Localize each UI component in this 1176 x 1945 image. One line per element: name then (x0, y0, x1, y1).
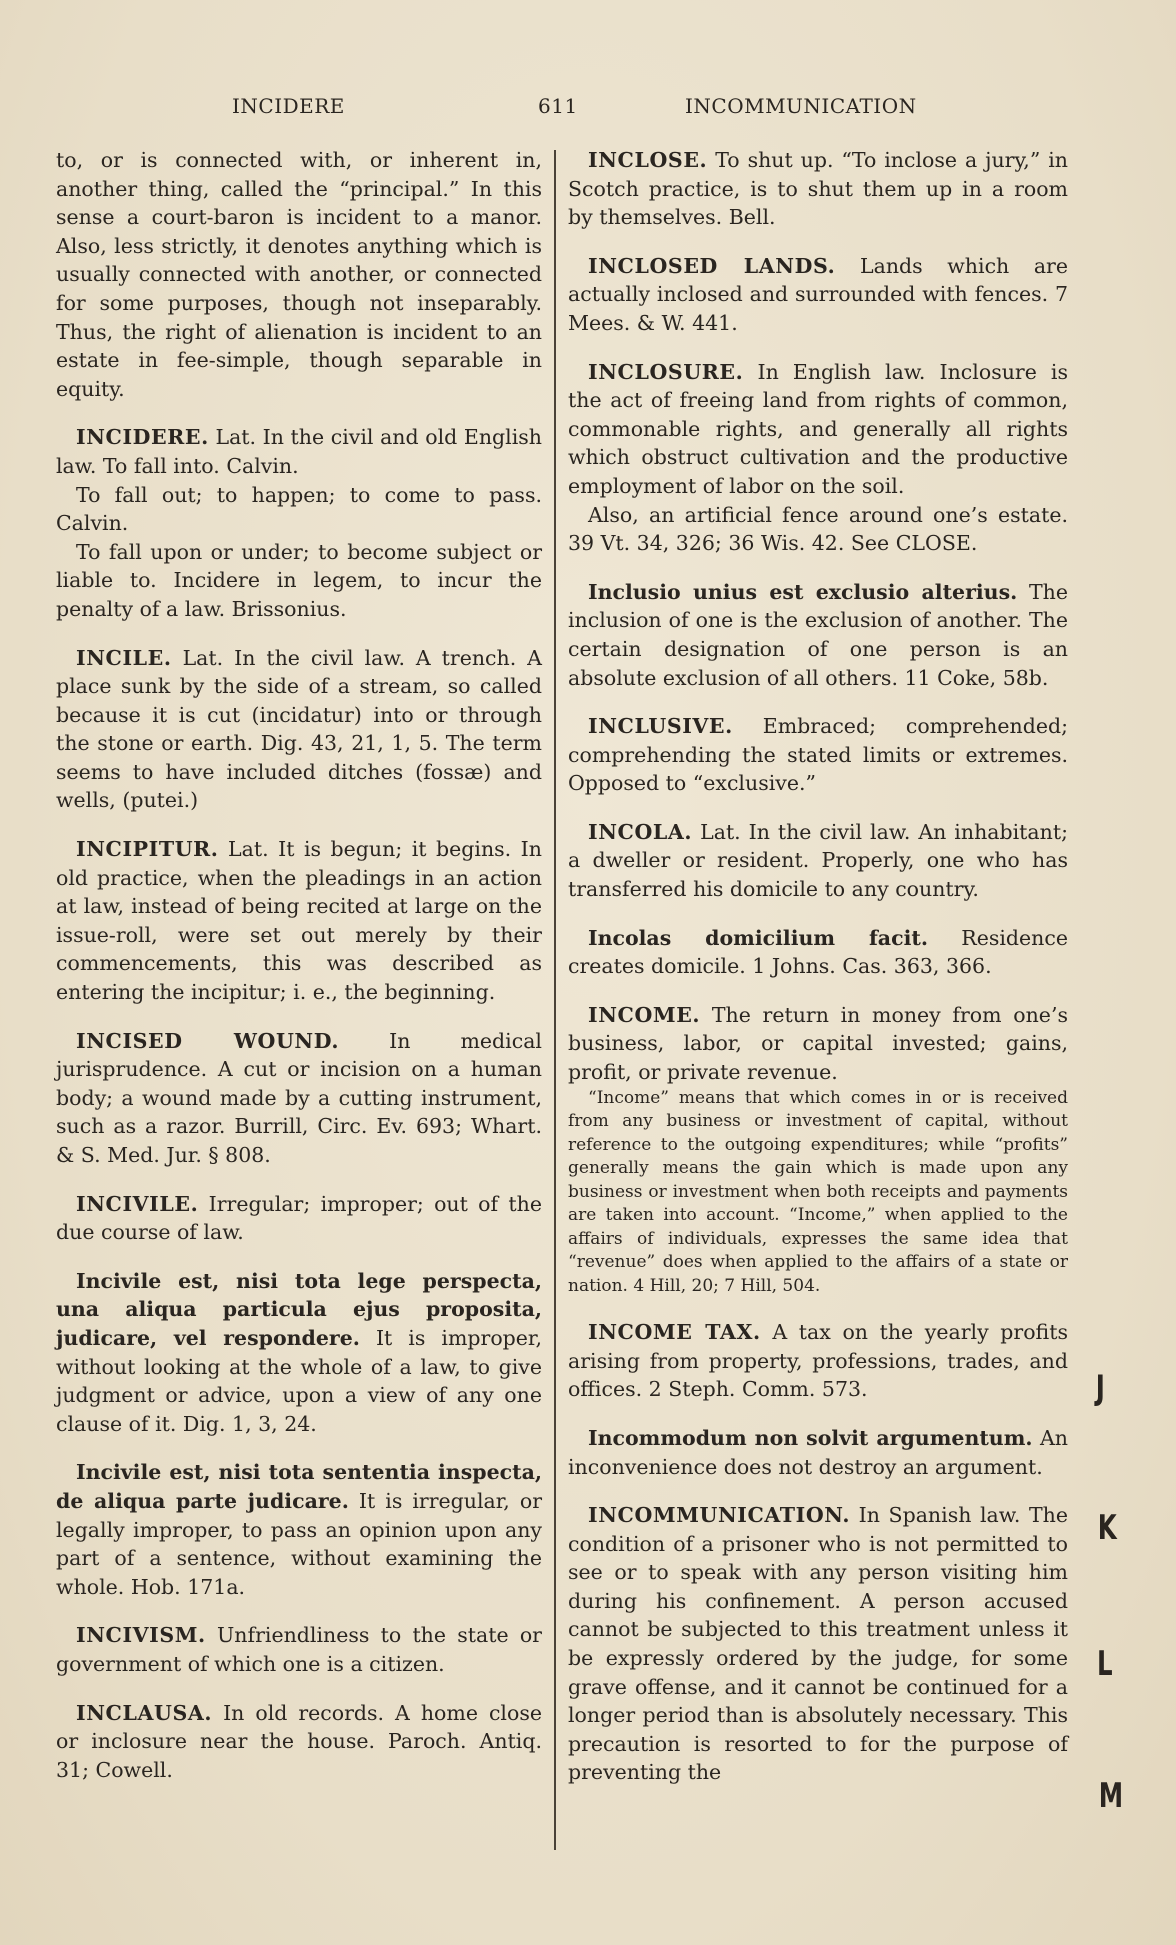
headword: INCLUSIVE. (588, 714, 733, 739)
maxim: Incivile est, nisi tota lege perspecta, una aliqua particula ejus proposita, judicare, vel respondere. (56, 1268, 542, 1350)
running-head (0, 94, 1176, 124)
headword: INCOMMUNICATION. (588, 1503, 851, 1528)
headword: INCLOSE. (588, 148, 708, 172)
headword: INCLOSED LANDS. (588, 253, 836, 278)
headword: INCILE. (76, 645, 172, 670)
entry-incidere: INCIDERE. Lat. In the civil and old English law. To fall into. Calvin. To fall out; to happen; to come to pass. Calvin. To fall upon or under; to become subject or liable to. Incidere in legem, to incur the penalty of a law. Brissonius. (56, 425, 542, 621)
entry-inclausa: INCLAUSA. In old records. A home close or inclosure near the house. Paroch. Antiq. 31; Cowell. (56, 1700, 542, 1782)
entry-incola: INCOLA. Lat. In the civil law. An inhabitant; a dweller or resident. Properly, one who has transferred his domicile to any country. (568, 819, 1068, 902)
entry-income-tax: INCOME TAX. A tax on the yearly profits arising from property, professions, trades, and offices. 2 Steph. Comm. 573. (568, 1320, 1068, 1402)
thumb-index-l[interactable]: L (1097, 1644, 1113, 1684)
entry-incivism: INCIVISM. Unfriendliness to the state or government of which one is a citizen. (56, 1623, 542, 1676)
entry-inclosure: INCLOSURE. In English law. Inclosure is the act of freeing land from rights of common, commonable rights, and generally all rights which obstruct cultivation and the productive employment of labor on the soil. Also, an artificial fence around one’s estate. 39 Vt. 34, 326; 36 Wis. 42. See CLOSE. (568, 359, 1068, 556)
header-left-guide-word: INCIDERE (232, 94, 345, 118)
entry-inclose: INCLOSE. To shut up. “To inclose a jury,” in Scotch practice, is to shut them up in a room by themselves. Bell. (568, 148, 1068, 230)
maxim: Incolas domicilium facit. (588, 925, 928, 950)
entry-incivile: INCIVILE. Irregular; improper; out of the due course of law. (56, 1191, 542, 1245)
headword: INCISED WOUND. (76, 1028, 340, 1053)
entry-continuation: to, or is connected with, or inherent in, another thing, called the “principal.” In this sense a court-baron is incident to a manor. Also, less strictly, it denotes anything which is usually connected with another, or connected for some purposes, though not inseparably. Thus, the right of alienation is incident to an estate in fee-simple, though separable in equity. (56, 148, 542, 401)
income-note: “Income” means that which comes in or is received from any business or investment of capital, without reference to the outgoing expenditures; while “profits” generally means the gain which is made upon any business or investment when both receipts and payments are taken into account. “Income,” when applied to the affairs of individuals, expresses the same idea that “revenue” does when applied to the affairs of a state or nation. 4 Hill, 20; 7 Hill, 504. (568, 1087, 1068, 1296)
headword: INCOME TAX. (588, 1320, 761, 1345)
right-column (568, 146, 1068, 1807)
headword: INCIVISM. (76, 1623, 206, 1648)
entry-incommunication: INCOMMUNICATION. In Spanish law. The condition of a prisoner who is not permitted to see or to speak with any person visiting him during his confinement. A person accused cannot be subjected to this treatment unless it be expressly ordered by the judge, for some grave offense, and it cannot be continued for a longer period than is absolutely necessary. This precaution is resorted to for the purpose of preventing the (568, 1503, 1068, 1785)
entry-maxim-incolas: Incolas domicilium facit. Residence creates domicile. 1 Johns. Cas. 363, 366. (568, 925, 1068, 979)
entry-maxim-incivile-lege: Incivile est, nisi tota lege perspecta, una aliqua particula ejus proposita, judicare, vel respondere. It is improper, without looking at the whole of a law, to give judgment or advice, upon a view of any one clause of it. Dig. 1, 3, 24. (56, 1268, 542, 1436)
headword: INCIVILE. (76, 1191, 199, 1216)
entry-inclosed-lands: INCLOSED LANDS. Lands which are actually inclosed and surrounded with fences. 7 Mees. & W. 441. (568, 253, 1068, 335)
entry-incile: INCILE. Lat. In the civil law. A trench. A place sunk by the side of a stream, so called because it is cut (incidatur) into or through the stone or earth. Dig. 43, 21, 1, 5. The term seems to have included ditches (fossæ) and wells, (putei.) (56, 645, 542, 813)
headword: INCLOSURE. (588, 359, 744, 384)
headword: INCLAUSA. (76, 1700, 213, 1725)
entry-income: INCOME. The return in money from one’s business, labor, or capital invested; gains, profit, or private revenue. “Income” means that which comes in or is received from any business or investment of capital, without reference to the outgoing expenditures; while “profits” generally means the gain which is made upon any business or investment when both receipts and payments are taken into account. “Income,” when applied to the affairs of individuals, expresses the same idea that “revenue” does when applied to the affairs of a state or nation. 4 Hill, 20; 7 Hill, 504. (568, 1001, 1068, 1298)
maxim: Incivile est, nisi tota sententia inspecta, de aliqua parte judicare. (56, 1460, 542, 1513)
maxim: Incommodum non solvit argumentum. (588, 1425, 1033, 1450)
thumb-index-m[interactable]: M (1098, 1776, 1124, 1816)
entry-maxim-incivile-sententia: Incivile est, nisi tota sententia inspecta, de aliqua parte judicare. It is irregular, or legally improper, to pass an opinion upon any part of a sentence, without examining the whole. Hob. 171a. (56, 1460, 542, 1599)
entry-incipitur: INCIPITUR. Lat. It is begun; it begins. In old practice, when the pleadings in an action at law, instead of being recited at large on the issue-roll, were set out merely by their commencements, this was described as entering the incipitur; i. e., the beginning. (56, 837, 542, 1005)
thumb-index-j[interactable]: J (1095, 1368, 1105, 1408)
headword: INCIPITUR. (76, 837, 219, 862)
header-right-guide-word: INCOMMUNICATION (685, 94, 917, 118)
headword: INCOLA. (588, 819, 693, 844)
left-column (56, 146, 542, 1804)
entry-inclusive: INCLUSIVE. Embraced; comprehended; comprehending the stated limits or extremes. Opposed to “exclusive.” (568, 714, 1068, 796)
thumb-index-k[interactable]: K (1097, 1508, 1117, 1548)
headword: INCIDERE. (76, 425, 209, 450)
entry-maxim-inclusio: Inclusio unius est exclusio alterius. The inclusion of one is the exclusion of another. The certain designation of one person is an absolute exclusion of all others. 11 Coke, 58b. (568, 579, 1068, 690)
entry-maxim-incommodum: Incommodum non solvit argumentum. An inconvenience does not destroy an argument. (568, 1425, 1068, 1479)
column-divider (554, 150, 556, 1850)
page-number: 611 (538, 94, 578, 118)
headword: INCOME. (588, 1002, 701, 1027)
maxim: Inclusio unius est exclusio alterius. (588, 579, 1018, 604)
entry-incised-wound: INCISED WOUND. In medical jurisprudence. A cut or incision on a human body; a wound made by a cutting instrument, such as a razor. Burrill, Circ. Ev. 693; Whart. & S. Med. Jur. § 808. (56, 1028, 542, 1167)
